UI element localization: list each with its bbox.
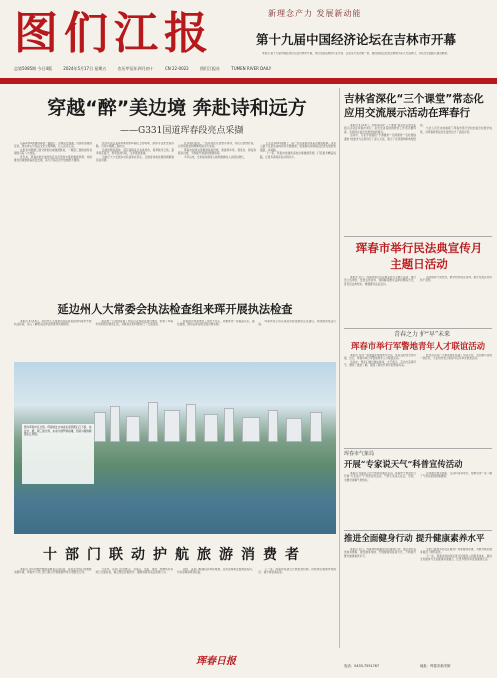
footer-logo: 珲春日报	[196, 656, 236, 667]
issue-date: 2024年5月17日 星期五	[63, 66, 107, 71]
building	[286, 418, 302, 442]
issue-lunar: 农历甲辰年四月初十	[117, 66, 154, 71]
right-story4-body: 本报讯 为提高公众气象防灾减灾意识，珲春市气象局近日开展“专家说天气”科普宣传活动，气象专家深入社区、学校，为群众讲解气象知识。 活动通过图文展板、互动问答等形式，使群众进一步了解了气象灾害的防御措施。	[344, 472, 492, 482]
right-story5-headline[interactable]: 推进全面健身行动 提升健康素养水平	[344, 534, 485, 544]
lead-story-headline[interactable]: 穿越“醉”美边境 奔赴诗和远方	[47, 97, 307, 119]
building	[126, 416, 140, 442]
divider	[344, 236, 492, 237]
masthead-logo: 图们江报	[14, 8, 214, 59]
right-story3-body: 本报讯 为进一步加强军警地青年交流，营造良好的交友环境，近日，珲春市举行军警地青年人才联谊活动。 活动中，青年们通过破冰游戏、才艺展示、互动交流等环节，增进了彼此了解，展现了新时代青年的青春风采。 此次活动为广大单身青年搭建了交流平台，受到参与者的一致好评，大家纷纷表示希望今后多举办此类活动。	[344, 354, 492, 368]
building	[268, 410, 278, 442]
bottom-story-body: 本报讯 为切实维护旅游消费者合法权益，营造安全放心的旅游消费环境，珲春市十部门近日联合开展旅游市场专项整治行动。 行动中，各部门密切配合，对景区、宾馆、餐饮、购物场所等进行全面检查，重点整治价格欺诈、强制消费等违法违规行为。 同时，各部门畅通投诉举报渠道，及时受理和处置游客投诉，切实保障消费者权益。 下一步，珲春市将建立长效监管机制，持续规范旅游市场秩序，提升游客满意度。	[14, 568, 336, 575]
issue-code: CN 22-0022	[164, 66, 189, 71]
lead-story-body-col2: 防川风景区是G331国道珲春段上的明珠，游客可在此登高远眺，尽览中俄朝三国风光。 沿途的敬信湿地、莲花湖等景点各具特色，春季候鸟云集，夏季荷花盛开，秋季层林尽染，冬季银装素裹。 当地还大力发展乡村民宿和农家乐，让游客体验浓郁的朝鲜族民俗风情。	[96, 142, 174, 163]
right-story1-body: 本报讯 5月14日，吉林省深化“三个课堂”常态化应用交流展示活动在珲春市举行。来自全省各地的教育工作者齐聚珲春，共同探讨信息化教学的新模式。 活动中，专家学者围绕“专递课堂”“名师课堂”“名校网络课堂”的建设与应用进行了深入交流，展示了优秀课例和典型经验。 与会人员还实地参观了珲春市部分学校的信息化教学成果，对珲春教育信息化建设给予了高度评价。	[344, 124, 492, 141]
lead-story-subhead: ——G331国道珲春段亮点采撷	[120, 126, 244, 136]
issue-number: 总第5085期 今日4版	[14, 66, 52, 71]
divider	[344, 448, 492, 449]
building	[310, 412, 322, 442]
divider	[344, 530, 492, 531]
issue-info-bar	[14, 66, 494, 78]
column-divider	[339, 88, 340, 648]
right-story5-body: 本报讯 近日，珲春市积极推进全民健身行动，通过举办各类体育赛事、建设健身场地、开展健康讲座等方式，不断提升群众健康素养水平。 全市已建成多处社区健身广场和健身步道，为群众就近健身提供了便利条件。 下一步，珲春市将持续完善全民健身公共服务体系，推动全民健身与全民健康深度融合，让更多群众享受到健康生活。	[344, 548, 492, 562]
issue-publisher: 图们江报社	[200, 66, 220, 71]
right-story2-body: 本报讯 近日，珲春市举行民法典宣传月主题日活动，通过设立咨询台、发放宣传资料、现场解答群众法律问题等方式，普及民法典知识，增强群众法治意识。 活动现场气氛热烈，群众纷纷驻足咨询，累计发放宣传资料千余份。	[344, 276, 492, 286]
right-story2-headline[interactable]: 珲春市举行民法典宣传月主题日活动	[355, 241, 483, 271]
building	[242, 417, 260, 442]
right-story3-kicker: 青春之力 护“早”未来	[393, 331, 451, 338]
photo-caption: 图为珲春市区全貌。珲春地处吉林省东南部图们江下游，地处中、俄、朝三国交界，东南与俄罗斯接壤，西南与朝鲜隔图们江相望。	[22, 424, 94, 484]
building	[164, 410, 180, 442]
divider	[344, 328, 492, 329]
lead-story-body-col3: 在边境村落里，一座座特色民居整齐排列，村民们热情好客，以传统美食和歌舞迎接远方来客。 珲春市持续完善旅游基础设施，新建停车场、观景台、驿站等服务设施，不断提升游客的旅游体验。 今年以来，全市接待游客人数和旅游收入实现双增长。	[178, 142, 256, 159]
mid-story-headline[interactable]: 延边州人大常委会执法检查组来珲开展执法检查	[14, 302, 336, 316]
building	[148, 402, 158, 442]
masthead-red-bar	[0, 78, 497, 84]
building	[224, 408, 234, 442]
building	[186, 404, 196, 442]
right-story3-headline[interactable]: 珲春市举行军警地青年人才联谊活动	[351, 341, 485, 351]
issue-name-en: TUMEN RIVER DAILY	[231, 66, 272, 71]
building	[94, 412, 106, 442]
lead-story-body-col4: 行走在G331国道上，每一处风景都诉说着边境的故事。这条公路不仅是连接城乡的交通要道，更是推动边境地区经济发展的致富路、幸福路。 下一步，珲春市将继续深挖边境旅游资源，打造更多精品线路，让更多游客奔赴诗和远方。	[260, 142, 336, 159]
right-story4-headline[interactable]: 开展“专家说天气”科普宣传活动	[344, 459, 463, 469]
masthead-slogan: 新理念产力 发展新动能	[268, 9, 362, 18]
footer-address: 地址：珲春市新安街	[420, 664, 451, 668]
building	[110, 406, 120, 442]
mid-story-body: 本报讯 5月15日，延边州人大常委会执法检查组来珲春市开展执法检查，深入了解相关法律法规贯彻实施情况。 检查组一行实地查看了相关企业和项目建设情况，听取了珲春市贯彻落实情况汇报，并就存在的问题进行了交流座谈。 检查组对珲春市的工作给予肯定，并要求进一步提高认识，强化措施，推动法律法规全面有效实施。 珲春市表示将认真落实检查组的意见建议，持续推进依法行政。	[14, 320, 336, 360]
right-story4-kicker: 珲春市气象局	[344, 451, 375, 457]
right-story1-headline[interactable]: 吉林省深化“三个课堂”常态化应用交流展示活动在珲春行	[344, 93, 484, 119]
bottom-story-headline[interactable]: 十部门联动护航旅游消费者	[43, 547, 307, 563]
top-story-body: 本报讯 第十九届中国经济论坛在吉林市开幕，来自全国各地的专家学者、企业家代表齐聚一堂，围绕高质量发展主题展开深入交流研讨，为东北全面振兴建言献策。	[262, 52, 450, 55]
footer-phone: 电话：0433-7551767	[344, 664, 380, 668]
building	[204, 414, 218, 442]
lead-story-body-col1: 沿着G331国道珲春段一路前行，边境风光如画，田园村落错落有致，绿水青山与民俗文化交相辉映，让人流连忘返。 这里是中朝俄三国交界的边境旅游胜地，一眼望三国的独特景观吸引着八方游客。 近年来，珲春市依托独特的区位优势和丰富的旅游资源，持续推进边境旅游高质量发展，着力打造沿边开放旅游大通道。	[14, 142, 92, 163]
top-story-headline[interactable]: 第十九届中国经济论坛在吉林市开幕	[256, 32, 457, 47]
